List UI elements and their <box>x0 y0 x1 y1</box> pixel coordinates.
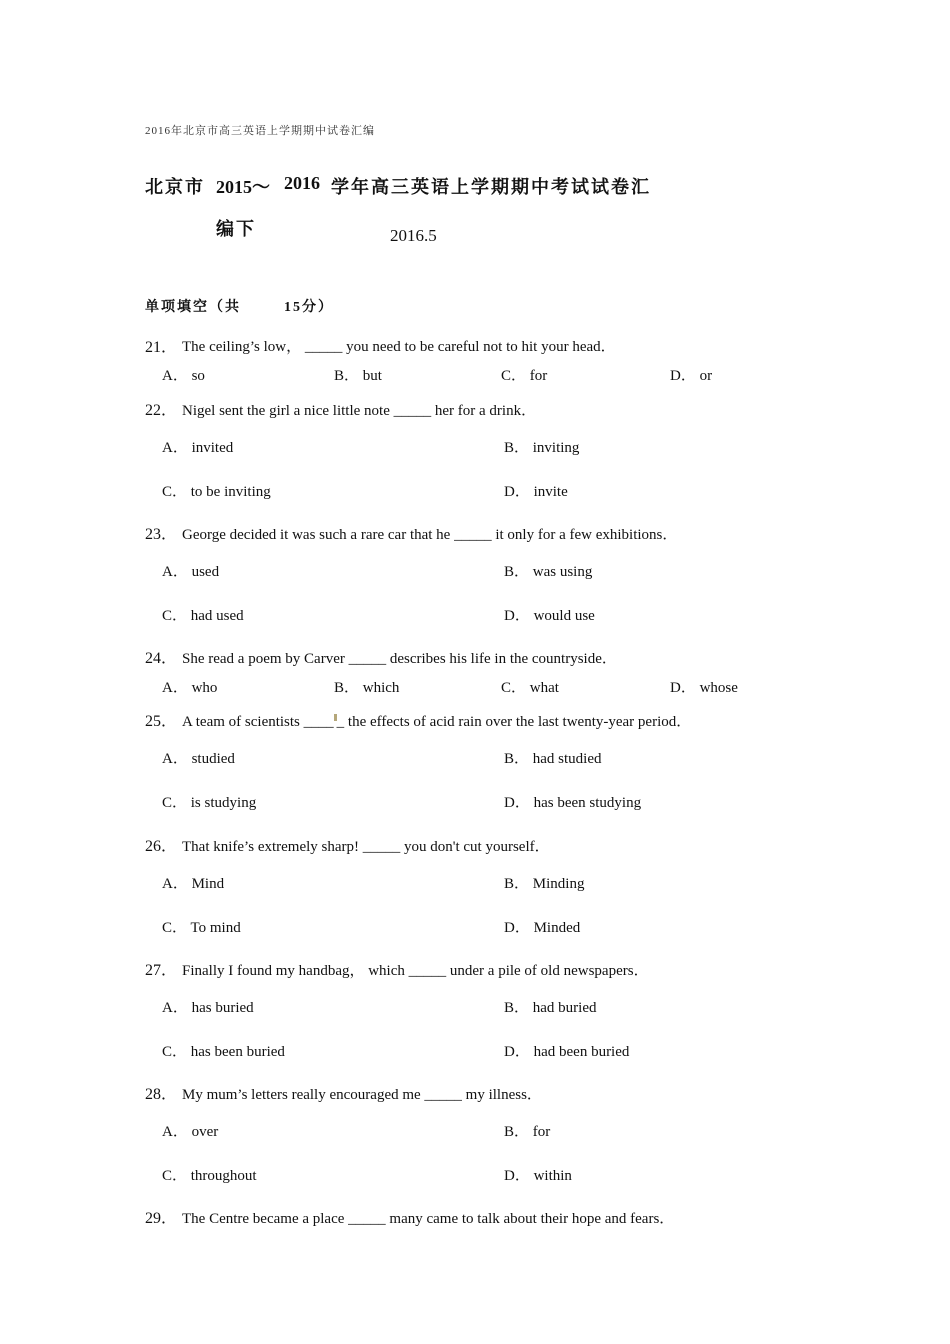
option-letter: A． <box>162 564 188 580</box>
option-letter: C． <box>162 608 188 624</box>
option-letter: C． <box>162 484 188 500</box>
option-c[interactable] <box>162 604 244 625</box>
option-d[interactable] <box>504 916 580 937</box>
option-text: but <box>362 368 382 384</box>
option-a[interactable] <box>162 676 217 697</box>
option-text: to be inviting <box>190 484 271 500</box>
option-text: so <box>191 368 205 384</box>
title-prefix: 北京市 <box>145 177 205 197</box>
option-text: has been studying <box>533 795 642 811</box>
option-b[interactable] <box>334 676 399 697</box>
option-c[interactable] <box>162 791 256 812</box>
section-points: 15分） <box>284 300 334 315</box>
option-text: used <box>191 564 220 580</box>
option-letter: B． <box>504 751 530 767</box>
option-d[interactable] <box>504 604 595 625</box>
title-line2: 编下 <box>216 219 256 239</box>
option-text: had been buried <box>533 1044 630 1060</box>
option-c[interactable] <box>162 1040 285 1061</box>
option-text: has been buried <box>190 1044 285 1060</box>
option-b[interactable] <box>504 747 602 768</box>
question-number: 23． <box>145 526 178 543</box>
option-b[interactable] <box>504 872 584 893</box>
option-text: or <box>699 368 713 384</box>
question-text: Nigel sent the girl a nice little note _____ her for a drink． <box>182 403 537 419</box>
option-letter: A． <box>162 1124 188 1140</box>
option-letter: C． <box>501 368 527 384</box>
option-b[interactable] <box>504 1120 550 1141</box>
exam-date: 2016.5 <box>390 226 437 245</box>
option-text: for <box>532 1124 551 1140</box>
option-letter: C． <box>501 680 527 696</box>
option-letter: A． <box>162 751 188 767</box>
option-letter: B． <box>504 1000 530 1016</box>
option-letter: A． <box>162 680 188 696</box>
option-text: Minding <box>532 876 585 892</box>
option-text: would use <box>533 608 595 624</box>
question-number: 25． <box>145 713 178 730</box>
option-d[interactable] <box>504 1164 572 1185</box>
option-text: had used <box>190 608 244 624</box>
option-c[interactable] <box>501 364 547 385</box>
option-letter: B． <box>504 440 530 456</box>
question-text: George decided it was such a rare car that he _____ it only for a few exhibitions． <box>182 527 678 543</box>
option-a[interactable] <box>162 872 224 893</box>
option-a[interactable] <box>162 436 233 457</box>
question-text-after: _ the effects of acid rain over the last twenty-year period． <box>336 714 692 730</box>
option-letter: A． <box>162 440 188 456</box>
option-text: inviting <box>532 440 580 456</box>
option-text: over <box>191 1124 219 1140</box>
option-letter: C． <box>162 1044 188 1060</box>
option-a[interactable] <box>162 364 205 385</box>
question-text: My mum’s letters really encouraged me _____ my illness． <box>182 1087 542 1103</box>
question-text-before: A team of scientists ____ <box>182 714 334 730</box>
option-letter: A． <box>162 368 188 384</box>
option-letter: D． <box>670 368 696 384</box>
question-number: 27． <box>145 962 178 979</box>
option-letter: B． <box>334 368 360 384</box>
option-letter: D． <box>504 484 530 500</box>
section-label: 单项填空（共 <box>145 300 241 315</box>
option-c[interactable] <box>162 1164 257 1185</box>
option-text: studied <box>191 751 235 767</box>
option-text: invite <box>533 484 568 500</box>
option-b[interactable] <box>504 436 579 457</box>
option-letter: D． <box>504 920 530 936</box>
option-text: whose <box>699 680 738 696</box>
question-number: 24． <box>145 650 178 667</box>
option-letter: A． <box>162 876 188 892</box>
option-letter: D． <box>504 608 530 624</box>
question-number: 28． <box>145 1086 178 1103</box>
option-a[interactable] <box>162 560 219 581</box>
option-d[interactable] <box>504 480 568 501</box>
option-letter: B． <box>504 564 530 580</box>
option-letter: D． <box>504 795 530 811</box>
option-d[interactable] <box>504 1040 629 1061</box>
option-text: had buried <box>532 1000 597 1016</box>
page-header: 2016年北京市高三英语上学期期中试卷汇编 <box>145 125 375 137</box>
option-b[interactable] <box>504 560 592 581</box>
title-rest: 学年高三英语上学期期中考试试卷汇 <box>331 177 651 197</box>
option-text: throughout <box>190 1168 257 1184</box>
option-text: was using <box>532 564 593 580</box>
question-text: Finally I found my handbag， which _____ under a pile of old newspapers． <box>182 963 649 979</box>
option-text: had studied <box>532 751 602 767</box>
option-text: invited <box>191 440 234 456</box>
option-letter: B． <box>334 680 360 696</box>
title-year2: 2016 <box>284 173 320 193</box>
option-text: has buried <box>191 1000 254 1016</box>
question-text: That knife’s extremely sharp! _____ you don't cut yourself． <box>182 839 550 855</box>
option-letter: B． <box>504 1124 530 1140</box>
option-letter: C． <box>162 795 188 811</box>
option-letter: B． <box>504 876 530 892</box>
option-text: what <box>529 680 559 696</box>
question-text: The Centre became a place _____ many came to talk about their hope and fears． <box>182 1211 675 1227</box>
title-year1: 2015～ <box>216 177 270 197</box>
question-text: The ceiling’s low， _____ you need to be careful not to hit your head． <box>182 339 616 355</box>
question-number: 22． <box>145 402 178 419</box>
option-text: who <box>191 680 218 696</box>
option-d[interactable] <box>670 676 738 697</box>
option-text: Minded <box>533 920 581 936</box>
option-letter: D． <box>670 680 696 696</box>
option-c[interactable] <box>501 676 559 697</box>
option-a[interactable] <box>162 1120 218 1141</box>
option-text: Mind <box>191 876 225 892</box>
question-text: She read a poem by Carver _____ describes his life in the countryside． <box>182 651 617 667</box>
option-a[interactable] <box>162 747 235 768</box>
option-d[interactable] <box>670 364 712 385</box>
option-b[interactable] <box>504 996 597 1017</box>
option-letter: D． <box>504 1044 530 1060</box>
question-number: 21． <box>145 339 178 356</box>
option-letter: C． <box>162 1168 188 1184</box>
option-c[interactable] <box>162 480 271 501</box>
option-letter: D． <box>504 1168 530 1184</box>
option-text: which <box>362 680 400 696</box>
option-text: within <box>533 1168 572 1184</box>
option-letter: A． <box>162 1000 188 1016</box>
option-b[interactable] <box>334 364 382 385</box>
option-text: for <box>529 368 548 384</box>
option-d[interactable] <box>504 791 641 812</box>
option-text: is studying <box>190 795 257 811</box>
question-number: 26． <box>145 838 178 855</box>
question-number: 29． <box>145 1210 178 1227</box>
question-text <box>182 710 691 731</box>
option-c[interactable] <box>162 916 241 937</box>
option-a[interactable] <box>162 996 254 1017</box>
option-text: To mind <box>190 920 241 936</box>
option-letter: C． <box>162 920 188 936</box>
